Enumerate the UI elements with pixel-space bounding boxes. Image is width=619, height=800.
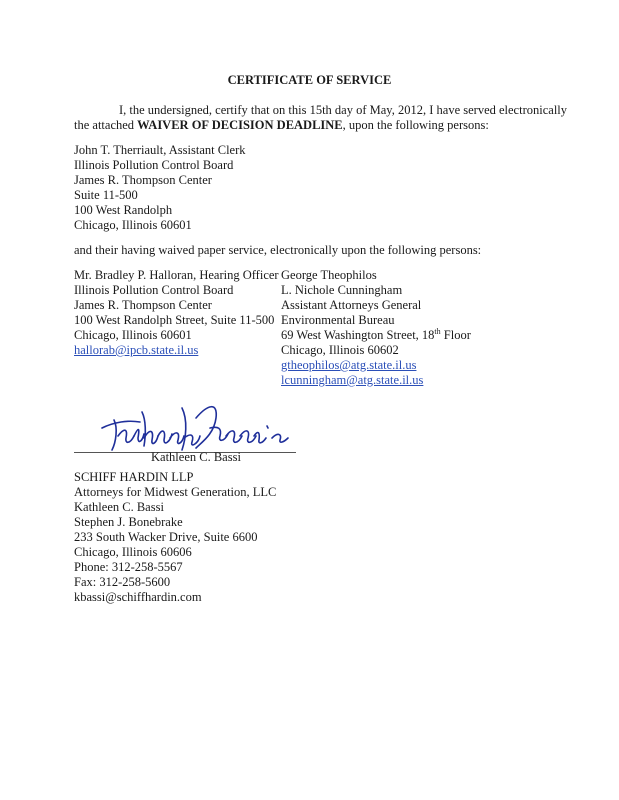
address-line: Illinois Pollution Control Board: [74, 283, 234, 297]
address-line: James R. Thompson Center: [74, 173, 212, 187]
address-line: 100 West Randolph Street, Suite 11-500: [74, 313, 275, 327]
address-line: Environmental Bureau: [281, 313, 395, 327]
address-line: Chicago, Illinois 60601: [74, 218, 192, 232]
street-text: 69 West Washington Street, 18: [281, 328, 435, 342]
address-line: 100 West Randolph: [74, 203, 173, 217]
firm-line: SCHIFF HARDIN LLP: [74, 470, 194, 484]
firm-line: Chicago, Illinois 60606: [74, 545, 192, 559]
address-line: John T. Therriault, Assistant Clerk: [74, 143, 246, 157]
phone-line: Phone: 312-258-5567: [74, 560, 183, 574]
address-line: Illinois Pollution Control Board: [74, 158, 234, 172]
hearing-officer-address-block: [74, 268, 279, 358]
document-title: CERTIFICATE OF SERVICE: [227, 73, 392, 87]
certification-line-2: [74, 118, 554, 133]
address-line: George Theophilos: [281, 268, 377, 282]
ordinal-suffix: th: [434, 326, 441, 336]
address-line: Mr. Bradley P. Halloran, Hearing Officer: [74, 268, 279, 282]
paper-service-intro: and their having waived paper service, electronically upon the following persons:: [74, 243, 482, 257]
firm-line: 233 South Wacker Drive, Suite 6600: [74, 530, 258, 544]
address-line: Suite 11-500: [74, 188, 138, 202]
handwritten-signature: [84, 398, 294, 456]
email-link-gtheophilos[interactable]: gtheophilos@atg.state.il.us: [281, 358, 417, 372]
address-line: Chicago, Illinois 60601: [74, 328, 192, 342]
email-link-lcunningham[interactable]: lcunningham@atg.state.il.us: [281, 373, 424, 387]
firm-line: Attorneys for Midwest Generation, LLC: [74, 485, 277, 499]
fax-line: Fax: 312-258-5600: [74, 575, 171, 589]
certification-paragraph: [74, 103, 568, 133]
address-line: L. Nichole Cunningham: [281, 283, 403, 297]
signer-name: Kathleen C. Bassi: [151, 450, 241, 464]
firm-email: kbassi@schiffhardin.com: [74, 590, 202, 604]
firm-line: Stephen J. Bonebrake: [74, 515, 183, 529]
email-link-hallorab[interactable]: hallorab@ipcb.state.il.us: [74, 343, 199, 357]
address-line: Assistant Attorneys General: [281, 298, 422, 312]
attorney-general-address-block: [281, 268, 471, 388]
address-line: James R. Thompson Center: [74, 298, 212, 312]
certification-text-end: , upon the following persons:: [342, 118, 489, 132]
floor-text: Floor: [440, 328, 471, 342]
certification-text: the attached: [74, 118, 138, 132]
address-line: [281, 328, 471, 343]
certification-line-1: I, the undersigned, certify that on this 15th day of May, 2012, I have served electronically: [119, 103, 568, 117]
document-name-bold: WAIVER OF DECISION DEADLINE: [137, 118, 343, 132]
signature-block: [74, 398, 314, 464]
firm-line: Kathleen C. Bassi: [74, 500, 164, 514]
clerk-address-block: [74, 143, 246, 233]
address-line: Chicago, Illinois 60602: [281, 343, 399, 357]
firm-contact-block: [74, 470, 276, 605]
